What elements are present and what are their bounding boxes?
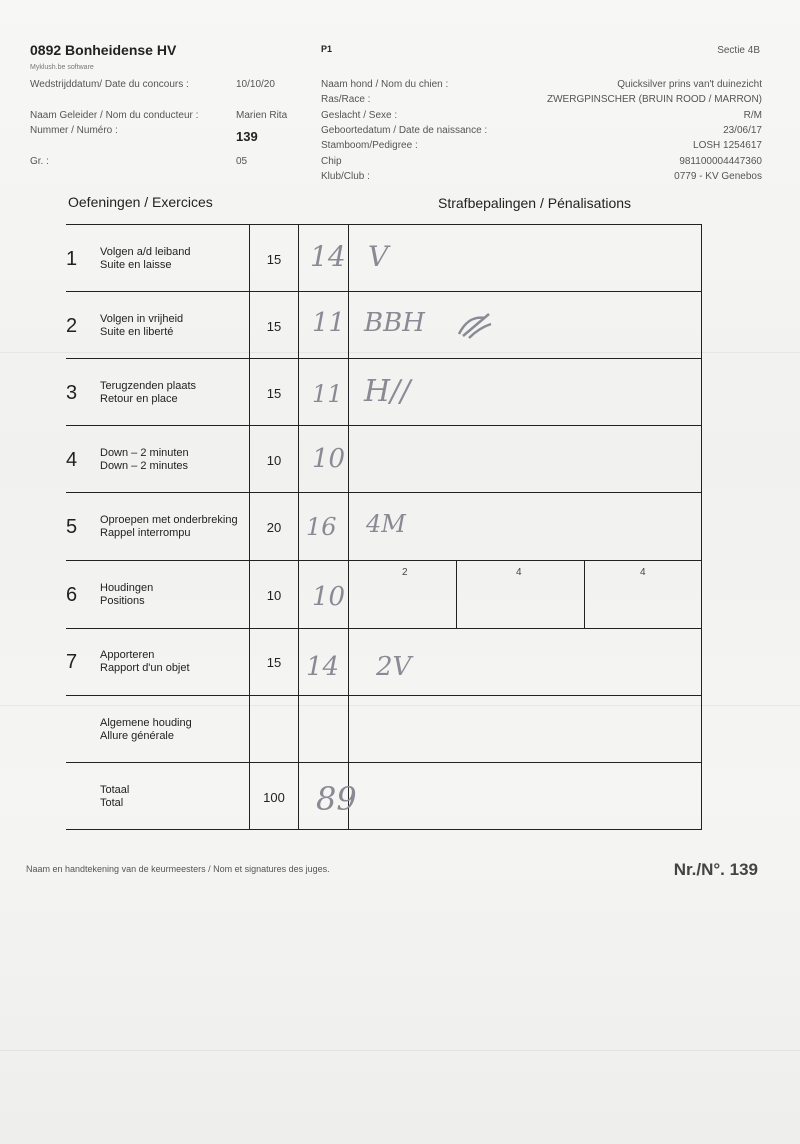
exercise-number: 6 [66,584,78,606]
penalties-heading: Strafbepalingen / Pénalisations [438,195,632,211]
awarded-score: 11 [312,380,343,408]
handler-label: Naam Geleider / Nom du conducteur : [30,110,199,121]
position-subscore: 4 [640,567,646,578]
table-line [66,560,702,561]
exercise-number: 5 [66,516,78,538]
max-score: 15 [266,386,282,401]
exercise-label: Algemene houding Allure générale [100,717,192,742]
max-score: 15 [266,655,282,670]
table-line [66,829,702,830]
exercise-number: 2 [66,315,78,337]
max-score: 20 [266,520,282,535]
section-label: Sectie 4B [717,45,760,56]
dog-field-value: R/M [743,110,762,121]
penalty-note: 4M [366,510,406,538]
table-line [66,628,702,629]
dog-field-value: ZWERGPINSCHER (BRUIN ROOD / MARRON) [547,94,762,105]
exercise-label: Houdingen Positions [100,582,154,607]
dog-field-value: Quicksilver prins van't duinezicht [617,79,762,90]
table-line [701,224,702,830]
group-label: Gr. : [30,156,49,167]
judges-label: Naam en handtekening van de keurmeesters / Nom et signatures des juges. [26,864,330,874]
exercise-label: Volgen a/d leiband Suite en laisse [100,246,191,271]
dog-field-value: 981100004447360 [679,156,762,167]
penalty-note: H// [364,374,411,409]
awarded-score: 16 [306,513,337,541]
exercise-label: Terugzenden plaats Retour en place [100,380,197,405]
exercise-label: Down – 2 minuten Down – 2 minutes [100,447,189,472]
penalty-note: BBH [364,308,425,338]
max-score: 15 [266,252,282,267]
table-line [66,425,702,426]
max-score: 15 [266,319,282,334]
date-value: 10/10/20 [236,79,275,90]
dog-field-value: 0779 - KV Genebos [674,171,762,182]
group-value: 05 [236,156,248,167]
program-code: P1 [321,44,333,54]
sheet-number: Nr./N°. 139 [673,860,758,879]
table-line [348,224,349,830]
table-line [66,224,702,225]
awarded-score: 10 [312,444,346,474]
club-title: 0892 Bonheidense HV [30,42,177,58]
dog-field-label: Geslacht / Sexe : [321,110,398,121]
crossed-out-mark [455,308,495,342]
dog-field-label: Chip [321,156,342,167]
table-line [66,695,702,696]
dog-field-label: Stamboom/Pedigree : [321,140,418,151]
table-line [66,291,702,292]
exercise-label: Oproepen met onderbreking Rappel interrompu [100,514,238,539]
number-label: Nummer / Numéro : [30,125,118,136]
total-score: 89 [316,780,357,818]
awarded-score: 14 [306,652,340,682]
max-total: 100 [263,790,285,805]
table-line [456,560,457,628]
table-line [66,492,702,493]
table-line [584,560,585,628]
date-label: Wedstrijddatum/ Date du concours : [30,79,189,90]
number-value: 139 [236,129,258,144]
position-subscore: 2 [402,567,408,578]
exercise-label: Apporteren Rapport d'un objet [100,649,190,674]
exercise-number: 7 [66,651,78,673]
total-label: Totaal Total [100,784,130,809]
awarded-score: 14 [310,240,346,273]
dog-field-label: Klub/Club : [321,171,370,182]
software-credit: Myklush.be software [30,64,94,71]
exercise-number: 3 [66,382,78,404]
table-line [66,358,702,359]
dog-field-label: Ras/Race : [321,94,371,105]
exercises-heading: Oefeningen / Exercices [68,194,213,210]
awarded-score: 11 [312,308,346,338]
penalty-note: V [368,240,389,273]
dog-field-label: Naam hond / Nom du chien : [321,79,449,90]
position-subscore: 4 [516,567,522,578]
dog-field-value: 23/06/17 [723,125,762,136]
table-line [66,762,702,763]
dog-field-value: LOSH 1254617 [693,140,762,151]
penalty-note: 2V [376,652,412,682]
exercise-number: 4 [66,449,78,471]
max-score: 10 [266,588,282,603]
handler-value: Marien Rita [236,110,288,121]
exercise-number: 1 [66,248,78,270]
paper-fold [0,1050,800,1051]
awarded-score: 10 [312,582,346,612]
dog-field-label: Geboortedatum / Date de naissance : [321,125,488,136]
exercise-label: Volgen in vrijheid Suite en liberté [100,313,184,338]
max-score: 10 [266,453,282,468]
